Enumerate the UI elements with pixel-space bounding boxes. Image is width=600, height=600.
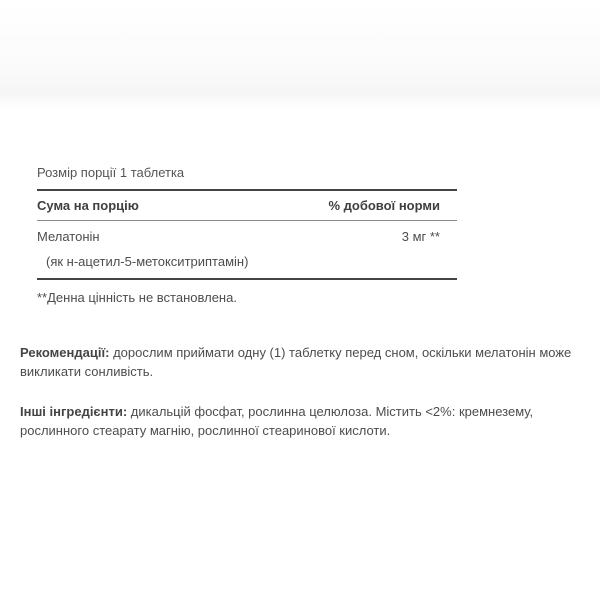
other-ingredients-label: Інші інгредієнти:	[20, 404, 128, 419]
recommendations-paragraph	[20, 343, 580, 381]
ingredient-name: Мелатонін	[37, 229, 100, 244]
facts-header-row	[37, 191, 457, 220]
daily-value-header: % добової норми	[328, 198, 440, 213]
amount-per-serving-header: Сума на порцію	[37, 198, 139, 213]
daily-value-footnote: **Денна цінність не встановлена.	[37, 290, 237, 305]
top-shade-band	[0, 0, 600, 110]
ingredient-form-note: (як н-ацетил-5-метокситриптамін)	[46, 254, 249, 269]
recommendations-text: дорослим приймати одну (1) таблетку перед сном, оскільки мелатонін може викликати сонливість.	[20, 345, 572, 379]
ingredient-row-melatonin	[37, 221, 457, 252]
ingredient-amount: 3 мг **	[401, 229, 440, 244]
other-ingredients-text: дикальцій фосфат, рослинна целюлоза. Містить <2%: кремнезему, рослинного стеарату магнію, рослинної стеаринової кислоти.	[20, 404, 534, 438]
other-ingredients-paragraph	[20, 402, 580, 440]
serving-size-text: Розмір порції 1 таблетка	[37, 165, 185, 180]
supplement-facts-table	[37, 159, 457, 305]
recommendations-label: Рекомендації:	[20, 345, 110, 360]
